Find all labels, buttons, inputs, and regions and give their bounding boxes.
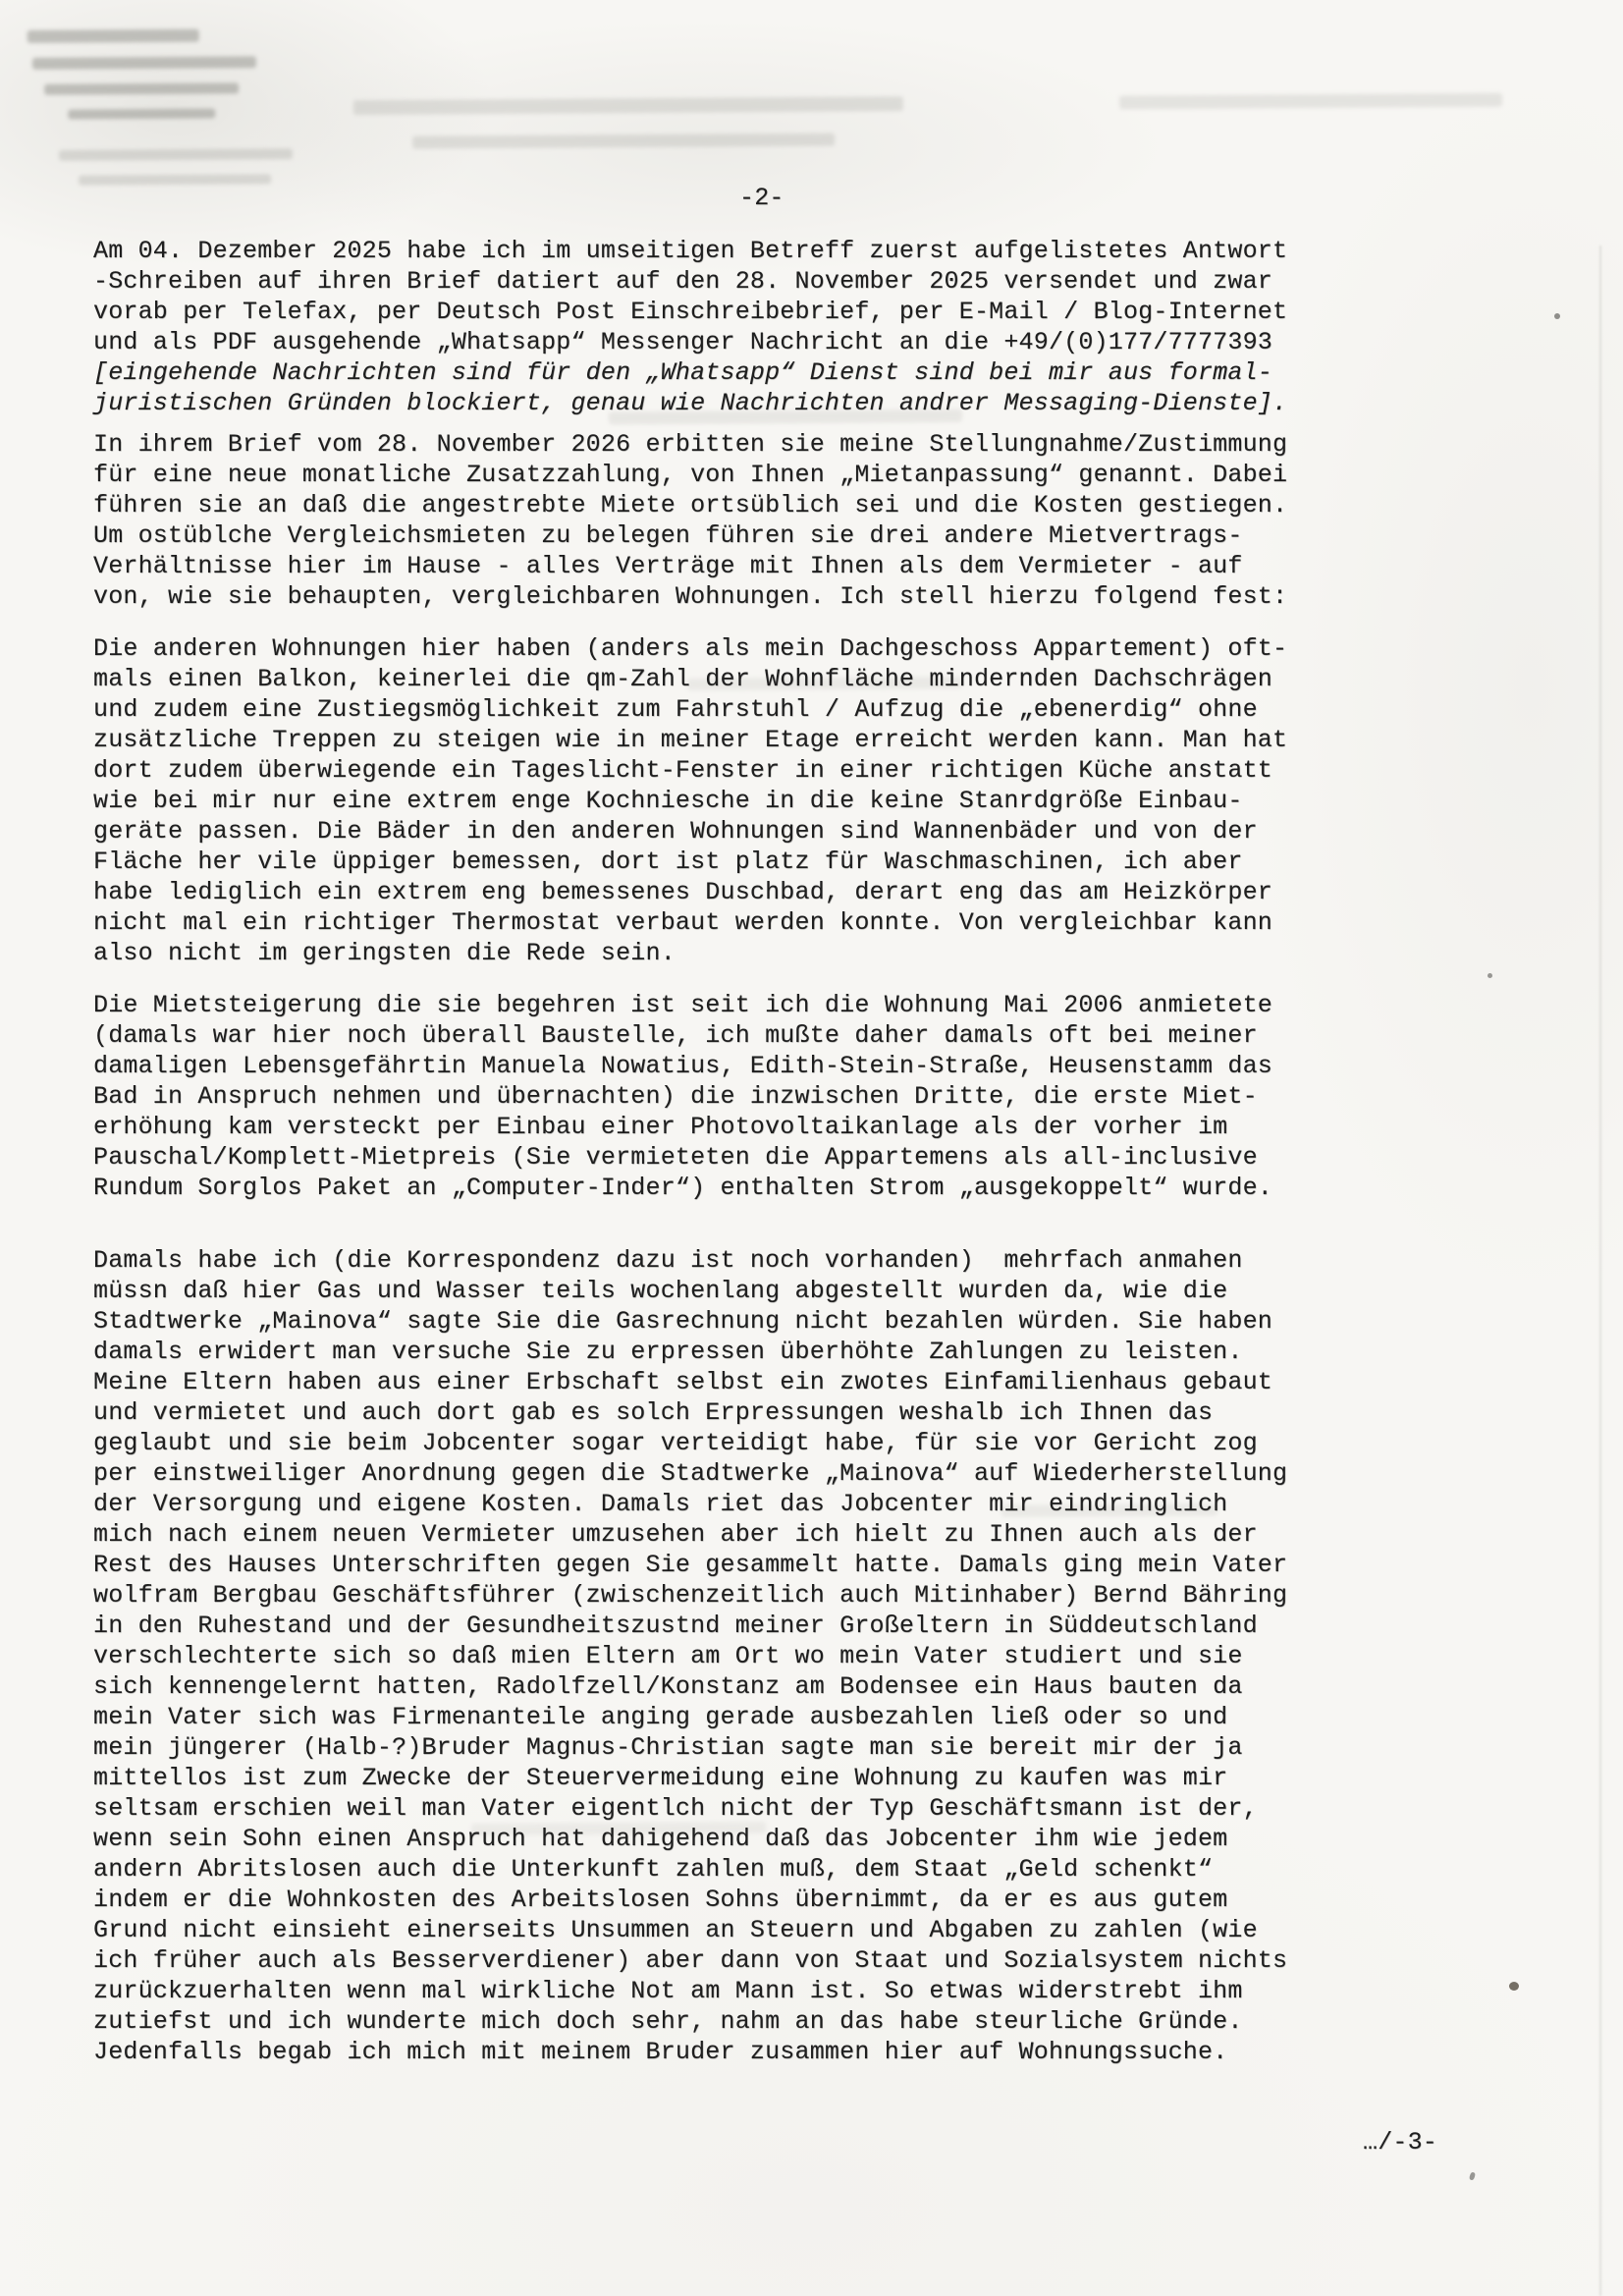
- text-line: seltsam erschien weil man Vater eigentlch nicht der Typ Geschäftsmann ist der,: [93, 1794, 1258, 1823]
- text-line: wie bei mir nur eine extrem enge Kochniesche in die keine Stanrdgröße Einbau-: [93, 787, 1243, 815]
- text-line: und vermietet und auch dort gab es solch Erpressungen weshalb ich Ihnen das: [93, 1398, 1214, 1427]
- text-line: der Versorgung und eigene Kosten. Damals riet das Jobcenter mir eindringlich: [93, 1490, 1228, 1518]
- text-line: und als PDF ausgehende „Whatsapp“ Messenger Nachricht an die +49/(0)177/7777393: [93, 328, 1272, 356]
- text-line: -Schreiben auf ihren Brief datiert auf den 28. November 2025 versendet und zwar: [93, 267, 1272, 296]
- text-line: [eingehende Nachrichten sind für den „Whatsapp“ Dienst sind bei mir aus formal-: [93, 358, 1272, 387]
- text-line: Die Mietsteigerung die sie begehren ist seit ich die Wohnung Mai 2006 anmietete: [93, 991, 1272, 1019]
- page-number: -2-: [739, 184, 784, 212]
- text-line: führen sie an daß die angestrebte Miete ortsüblich sei und die Kosten gestiegen.: [93, 491, 1288, 519]
- text-line: mein jüngerer (Halb-?)Bruder Magnus-Christian sagte man sie bereit mir der ja: [93, 1733, 1243, 1762]
- text-line: Die anderen Wohnungen hier haben (anders als mein Dachgeschoss Appartement) oft-: [93, 634, 1288, 663]
- text-line: ich früher auch als Besserverdiener) aber dann von Staat und Sozialsystem nichts: [93, 1946, 1288, 1975]
- bleedthrough-smudge: [59, 148, 293, 186]
- text-line: dort zudem überwiegende ein Tageslicht-Fenster in einer richtigen Küche anstatt: [93, 756, 1272, 785]
- text-line: juristischen Gründen blockiert, genau wie Nachrichten andrer Messaging-Dienste].: [93, 389, 1288, 417]
- text-line: Grund nicht einsieht einerseits Unsummen an Steuern und Abgaben zu zahlen (wie: [93, 1916, 1258, 1944]
- text-line: Am 04. Dezember 2025 habe ich im umseitigen Betreff zuerst aufgelistetes Antwort: [93, 237, 1288, 265]
- bleedthrough-smudge: [27, 28, 257, 120]
- text-line: Rest des Hauses Unterschriften gegen Sie gesammelt hatte. Damals ging mein Vater: [93, 1551, 1288, 1579]
- text-line: Fläche her vile üppiger bemessen, dort ist platz für Waschmaschinen, ich aber: [93, 847, 1243, 876]
- text-line: vorab per Telefax, per Deutsch Post Einschreibebrief, per E-Mail / Blog-Internet: [93, 298, 1288, 326]
- text-line: mein Vater sich was Firmenanteile anging gerade ausbezahlen ließ oder so und: [93, 1703, 1228, 1731]
- text-line: verschlechterte sich so daß mien Eltern am Ort wo mein Vater studiert und sie: [93, 1642, 1243, 1670]
- text-line: zutiefst und ich wunderte mich doch sehr, nahm an das habe steurliche Gründe.: [93, 2007, 1243, 2036]
- text-line: wolfram Bergbau Geschäftsführer (zwischenzeitlich auch Mitinhaber) Bernd Bähring: [93, 1581, 1288, 1610]
- text-line: indem er die Wohnkosten des Arbeitslosen Sohns übernimmt, da er es aus gutem: [93, 1886, 1228, 1914]
- continuation-mark: …/-3-: [1363, 2128, 1438, 2157]
- text-line: mich nach einem neuen Vermieter umzusehen aber ich hielt zu Ihnen auch als der: [93, 1520, 1258, 1549]
- text-line: Verhältnisse hier im Hause - alles Verträge mit Ihnen als dem Vermieter - auf: [93, 552, 1243, 580]
- text-line: geräte passen. Die Bäder in den anderen Wohnungen sind Wannenbäder und von der: [93, 817, 1258, 846]
- paragraph: [93, 1245, 1287, 2067]
- text-line: und zudem eine Zustiegsmöglichkeit zum Fahrstuhl / Aufzug die „ebenerdig“ ohne: [93, 695, 1258, 724]
- text-line: per einstweiliger Anordnung gegen die Stadtwerke „Mainova“ auf Wiederherstellung: [93, 1459, 1288, 1488]
- paragraph: [93, 236, 1287, 418]
- text-line: damaligen Lebensgefährtin Manuela Nowatius, Edith-Stein-Straße, Heusenstamm das: [93, 1052, 1272, 1080]
- text-line: müssn daß hier Gas und Wasser teils wochenlang abgestellt wurden da, wie die: [93, 1277, 1228, 1305]
- paragraph: [93, 633, 1287, 968]
- bleedthrough-smudge: [1119, 93, 1502, 110]
- text-line: Damals habe ich (die Korrespondenz dazu ist noch vorhanden) mehrfach anmahen: [93, 1246, 1243, 1275]
- text-line: für eine neue monatliche Zusatzzahlung, von Ihnen „Mietanpassung“ genannt. Dabei: [93, 461, 1288, 489]
- text-line: geglaubt und sie beim Jobcenter sogar verteidigt habe, für sie vor Gericht zog: [93, 1429, 1258, 1457]
- text-line: (damals war hier noch überall Baustelle, ich mußte daher damals oft bei meiner: [93, 1021, 1258, 1050]
- text-line: zurückzuerhalten wenn mal wirkliche Not am Mann ist. So etwas widerstrebt ihm: [93, 1977, 1243, 2005]
- scan-speck: [1554, 313, 1560, 319]
- text-line: Meine Eltern haben aus einer Erbschaft selbst ein zwotes Einfamilienhaus gebaut: [93, 1368, 1272, 1396]
- text-line: damals erwidert man versuche Sie zu erpressen überhöhte Zahlungen zu leisten.: [93, 1338, 1243, 1366]
- scan-speck: [1509, 1982, 1519, 1991]
- text-line: Jedenfalls begab ich mich mit meinem Bruder zusammen hier auf Wohnungssuche.: [93, 2038, 1228, 2066]
- bleedthrough-smudge: [353, 96, 903, 149]
- paragraph: [93, 429, 1287, 612]
- text-line: mittellos ist zum Zwecke der Steuervermeidung eine Wohnung zu kaufen was mir: [93, 1764, 1228, 1792]
- text-line: andern Abritslosen auch die Unterkunft zahlen muß, dem Staat „Geld schenkt“: [93, 1855, 1214, 1884]
- scan-fold-line: [1599, 246, 1601, 2296]
- text-line: mals einen Balkon, keinerlei die qm-Zahl der Wohnfläche mindernden Dachschrägen: [93, 665, 1272, 693]
- text-line: Rundum Sorglos Paket an „Computer-Inder“) enthalten Strom „ausgekoppelt“ wurde.: [93, 1174, 1272, 1202]
- text-line: Um ostüblche Vergleichsmieten zu belegen führen sie drei andere Mietvertrags-: [93, 521, 1243, 550]
- text-line: Bad in Anspruch nehmen und übernachten) die inzwischen Dritte, die erste Miet-: [93, 1082, 1258, 1111]
- text-line: wenn sein Sohn einen Anspruch hat dahigehend daß das Jobcenter ihm wie jedem: [93, 1825, 1228, 1853]
- text-line: sich kennengelernt hatten, Radolfzell/Konstanz am Bodensee ein Haus bauten da: [93, 1672, 1243, 1701]
- text-line: erhöhung kam versteckt per Einbau einer Photovoltaikanlage als der vorher im: [93, 1113, 1228, 1141]
- text-line: in den Ruhestand und der Gesundheitszustnd meiner Großeltern in Süddeutschland: [93, 1612, 1258, 1640]
- text-line: habe lediglich ein extrem eng bemessenes Duschbad, derart eng das am Heizkörper: [93, 878, 1272, 906]
- scan-speck: [1488, 973, 1492, 978]
- text-line: nicht mal ein richtiger Thermostat verbaut werden konnte. Von vergleichbar kann: [93, 908, 1272, 937]
- scan-speck: [1469, 2171, 1476, 2180]
- text-line: also nicht im geringsten die Rede sein.: [93, 939, 676, 967]
- text-line: von, wie sie behaupten, vergleichbaren Wohnungen. Ich stell hierzu folgend fest:: [93, 582, 1288, 611]
- text-line: zusätzliche Treppen zu steigen wie in meiner Etage erreicht werden kann. Man hat: [93, 726, 1288, 754]
- text-line: Stadtwerke „Mainova“ sagte Sie die Gasrechnung nicht bezahlen würden. Sie haben: [93, 1307, 1272, 1336]
- text-line: In ihrem Brief vom 28. November 2026 erbitten sie meine Stellungnahme/Zustimmung: [93, 430, 1288, 459]
- text-line: Pauschal/Komplett-Mietpreis (Sie vermieteten die Appartemens als all-inclusive: [93, 1143, 1258, 1172]
- paragraph: [93, 990, 1272, 1203]
